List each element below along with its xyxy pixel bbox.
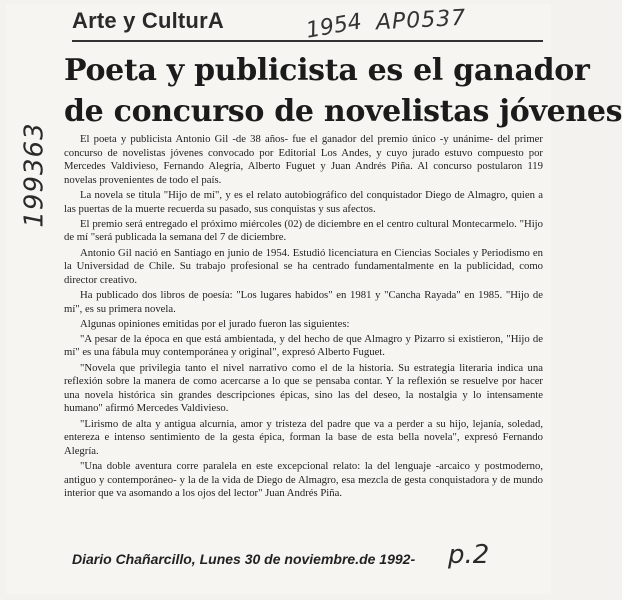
paragraph: Antonio Gil nació en Santiago en junio de 1954. Estudió licenciatura en Ciencias Sociales y Periodismo en la Universidad de Chile. Su trabajo profesional se ha centrado fundamentalmente en la publicidad, como director creativo. — [64, 246, 543, 286]
paragraph: "Novela que privilegia tanto el nivel narrativo como el de la historia. Su estrategia literaria indica una reflexión sobre la manera de como acercarse a lo que se pensaba contar. Y la reflexión se resuelve por hacer una novela histórica sin grandes descripciones épicas, sino las del deseo, la nostalgia y lo intensamente humano" afirmó Mercedes Valdivieso. — [64, 361, 543, 415]
paragraph: El premio será entregado el próximo miércoles (02) de diciembre en el centro cultural Montecarmelo. "Hijo de mí "será publicada la semana del 7 de diciembre. — [64, 217, 543, 244]
paragraph: Algunas opiniones emitidas por el jurado fueron las siguientes: — [80, 317, 350, 330]
handwritten-code: AP0537 — [375, 5, 467, 36]
paragraph: "Una doble aventura corre paralela en este excepcional relato: la del lenguaje -arcaico y postmoderno, antiguo y contemporáneo- y la de la vida de Diego de Almagro, esa mezcla de gesta conquistadora y de mundo interior que va asomando a los ojos del lector" Juan Andrés Piña. — [64, 460, 543, 500]
headline-line-1: Poeta y publicista es el ganador — [64, 53, 590, 88]
handwritten-year: 1954 — [304, 9, 364, 44]
headline — [64, 50, 622, 132]
headline-line-2: de concurso de novelistas jóvenes — [64, 94, 622, 129]
source-footer: Diario Chañarcillo, Lunes 30 de noviembre.de 1992- — [72, 551, 416, 567]
handwritten-page: p.2 — [448, 540, 490, 570]
article-body — [64, 133, 543, 502]
paragraph: Ha publicado dos libros de poesía: "Los lugares habidos" en 1981 y "Cancha Rayada" en 1985. "Hijo de mí", es su primera novela. — [64, 288, 543, 315]
handwritten-id: 199363 — [19, 122, 50, 228]
paragraph: El poeta y publicista Antonio Gil -de 38 años- fue el ganador del premio único -y unánime- del primer concurso de novelistas jóvenes convocado por Editorial Los Andes, y cuyo jurado estuvo compuesto por Mercedes Valdivieso, Fernando Alegría, Alberto Fuguet y Juan Andrés Piña. Al concurso postularon 119 novelas provenientes de todo el país. — [64, 133, 543, 186]
paragraph: "A pesar de la época en que está ambientada, y del hecho de que Almagro y Pizarro si existieron, "Hijo de mí" es una fábula muy contemporánea y original", expresó Alberto Fuguet. — [64, 332, 543, 359]
paragraph: La novela se titula "Hijo de mí", y es el relato autobiográfico del conquistador Diego de Almagro, quien a las puertas de la muerte recuerda su pasado, sus conquistas y sus afectos. — [64, 188, 543, 215]
section-title: Arte y CulturA — [72, 8, 224, 33]
paragraph: "Lirismo de alta y antigua alcurnia, amor y tristeza del padre que va a perder a su hijo, lejanía, soledad, entereza e intenso sentimiento de la gesta épica, forman la base de esta bella novela", expresó Fernando Alegría. — [64, 417, 543, 457]
